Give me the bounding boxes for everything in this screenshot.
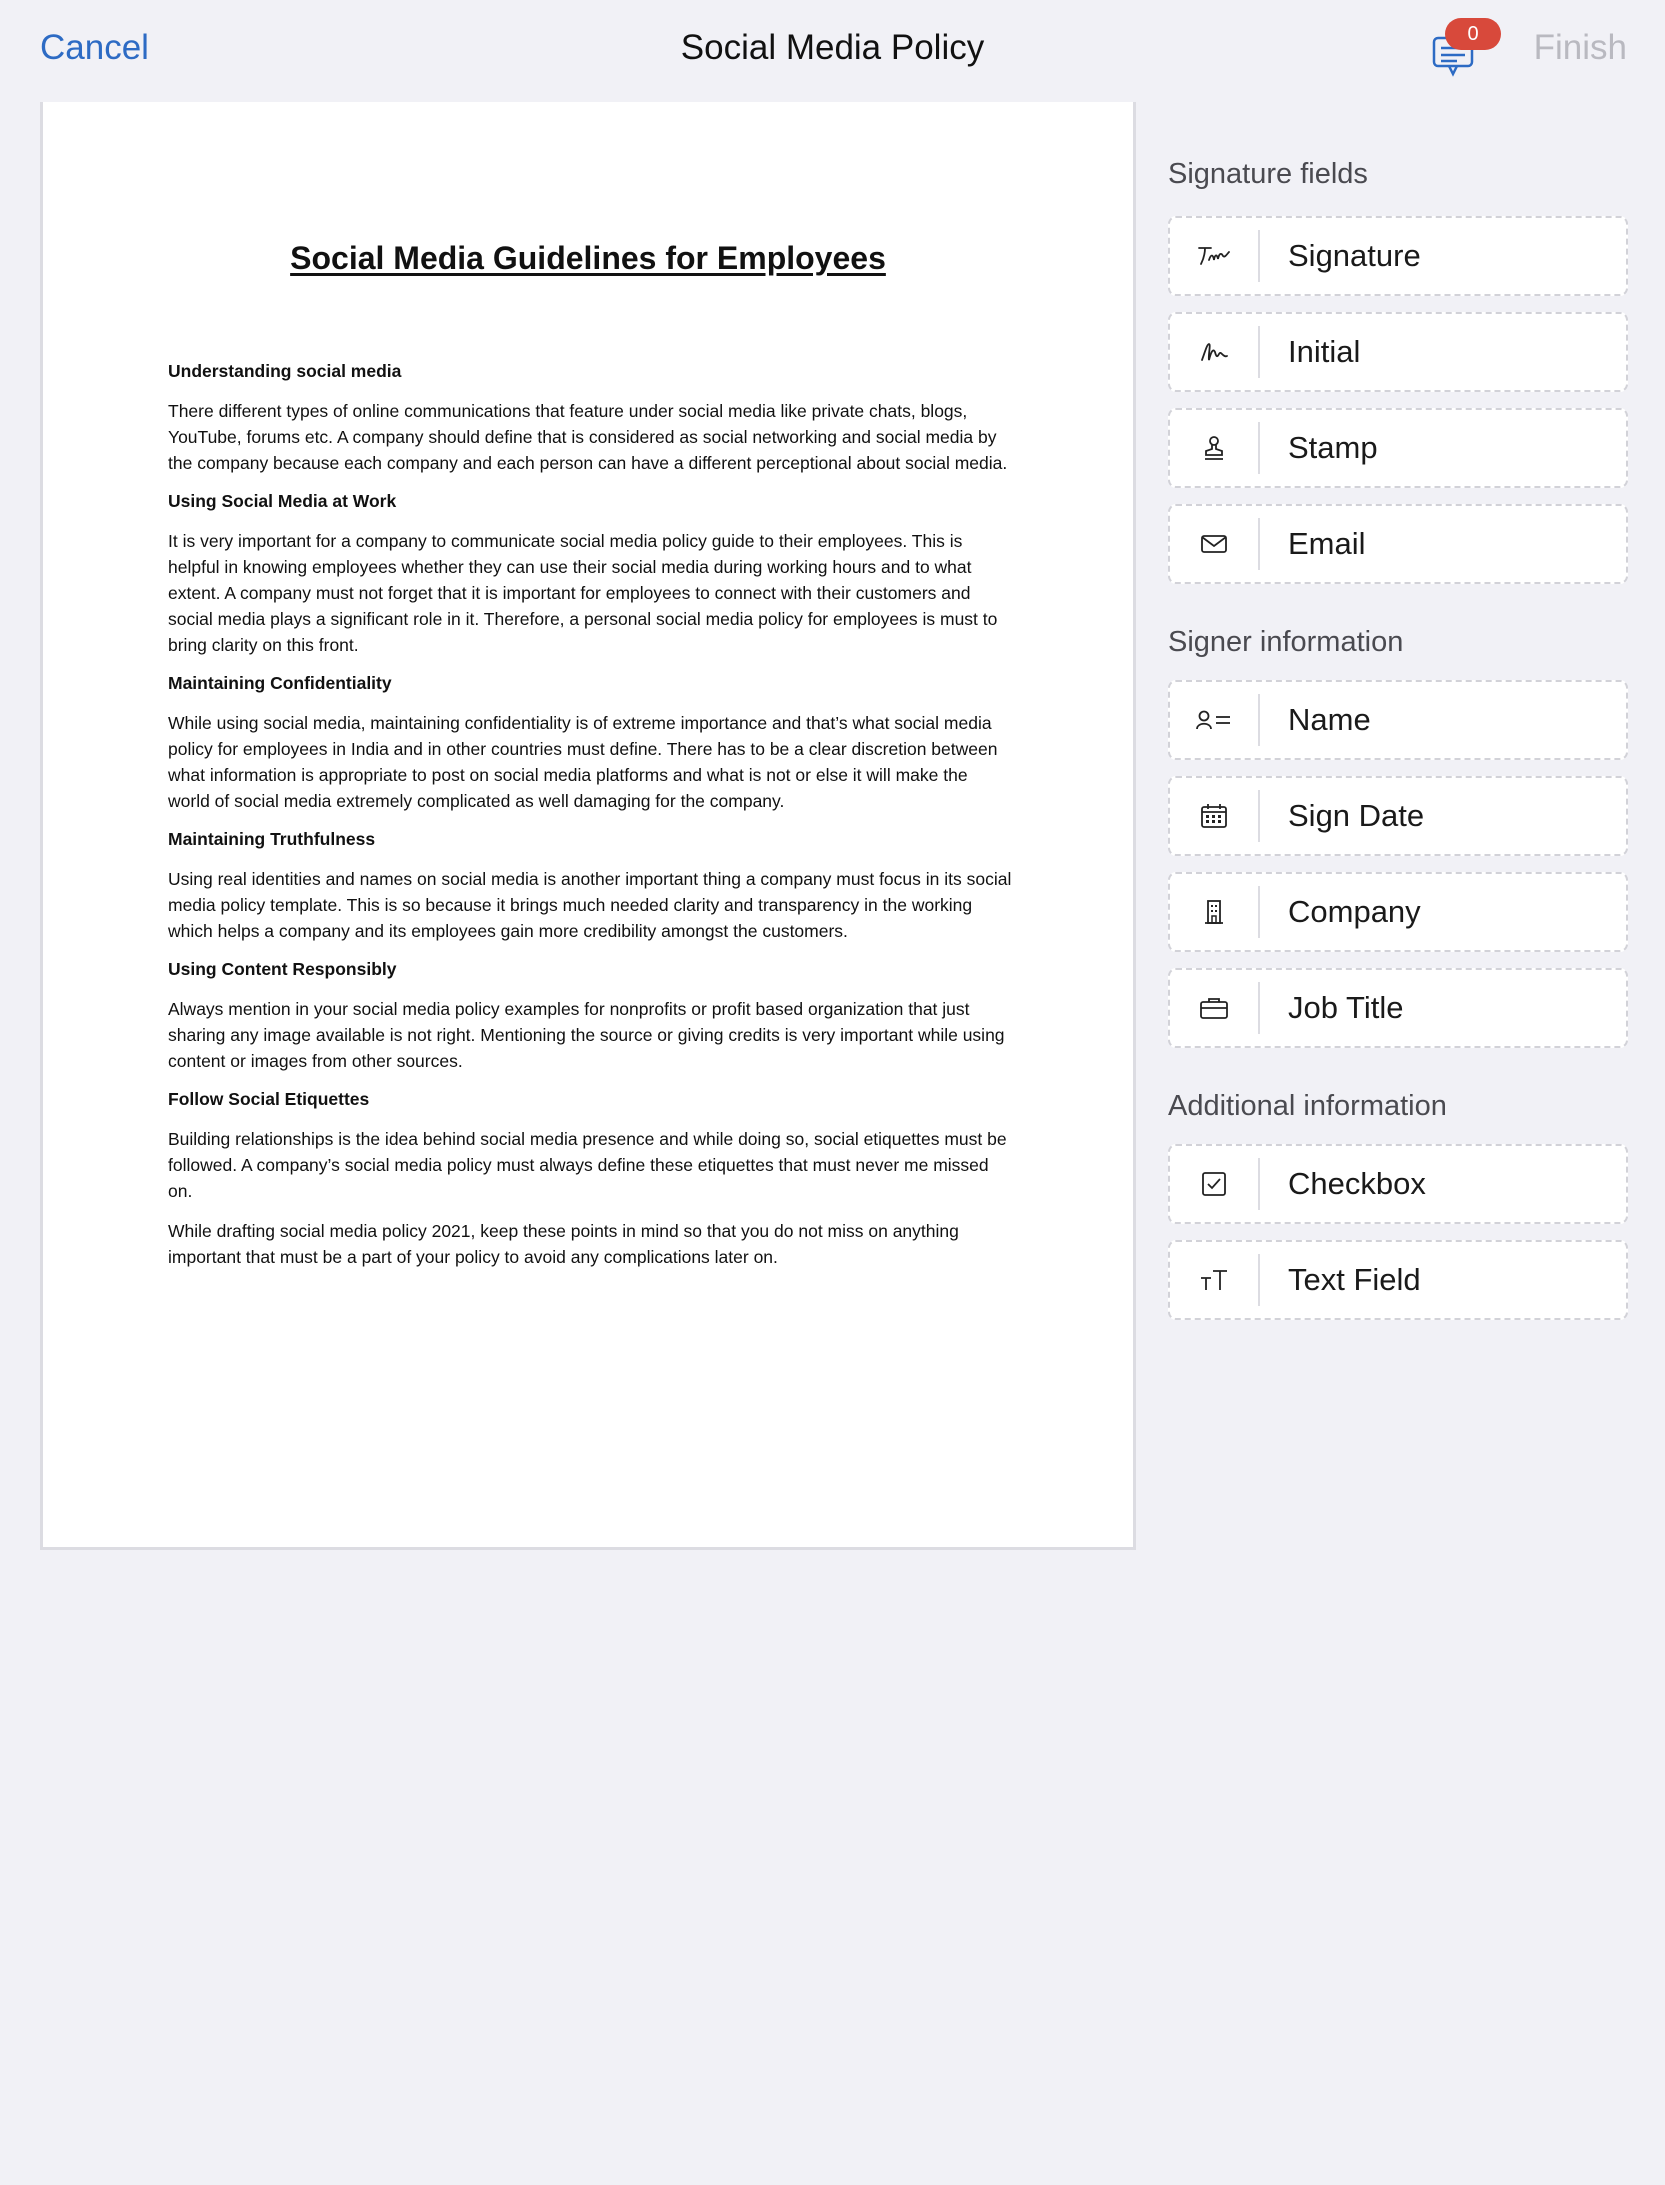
top-bar (0, 0, 1665, 100)
divider (1258, 326, 1260, 378)
checkbox-icon (1201, 1171, 1227, 1197)
divider (1258, 790, 1260, 842)
building-icon (1203, 899, 1225, 925)
signature-field-button[interactable] (1168, 216, 1628, 296)
section-heading: Follow Social Etiquettes (168, 1089, 370, 1109)
comments-button[interactable] (1425, 18, 1495, 80)
page-title: Social Media Policy (680, 28, 985, 67)
section-paragraph: Using real identities and names on social media is another important thing a company must focus in its social media policy template. This is so because it brings much needed clarity and transparency in the working which helps a company and its employees gain more credibility amongst the customers. (168, 869, 1012, 941)
field-label: Text Field (1288, 1262, 1421, 1297)
section-paragraph: While using social media, maintaining confidentiality is of extreme importance and that’s what social media policy for employees in India and in other countries must define. There has to be a clear discretion between what information is appropriate to post on social media platforms and what is not or else it will make the world of social media extremely complicated as well damaging for the company. (168, 713, 998, 811)
section-paragraph: Always mention in your social media policy examples for nonprofits or profit based organization that just sharing any image available is not right. Mentioning the source or giving credits is very important while using content or images from other sources. (168, 999, 1005, 1071)
field-label: Signature (1288, 238, 1421, 273)
email-field-button[interactable] (1168, 504, 1628, 584)
divider (1258, 230, 1260, 282)
section-heading: Using Content Responsibly (168, 959, 397, 979)
person-icon (1196, 709, 1232, 731)
sign-date-field-button[interactable] (1168, 776, 1628, 856)
text-field-icon (1199, 1268, 1229, 1292)
field-label: Checkbox (1288, 1166, 1426, 1201)
divider (1258, 1158, 1260, 1210)
divider (1258, 694, 1260, 746)
section-heading: Understanding social media (168, 361, 402, 381)
divider (1258, 886, 1260, 938)
document-body (168, 360, 1013, 1284)
field-label: Job Title (1288, 990, 1404, 1025)
section-heading: Maintaining Confidentiality (168, 673, 392, 693)
briefcase-icon (1199, 996, 1229, 1020)
comments-count-badge: 0 (1445, 18, 1501, 50)
finish-button[interactable]: Finish (1533, 28, 1627, 67)
document-title: Social Media Guidelines for Employees (290, 240, 886, 276)
divider (1258, 422, 1260, 474)
name-field-button[interactable] (1168, 680, 1628, 760)
field-label: Sign Date (1288, 798, 1425, 833)
document-page[interactable] (40, 102, 1136, 1550)
signature-fields-label: Signature fields (1168, 158, 1368, 190)
field-label: Email (1288, 526, 1366, 561)
field-label: Name (1288, 702, 1371, 737)
field-label: Company (1288, 894, 1421, 929)
company-field-button[interactable] (1168, 872, 1628, 952)
signer-information-label: Signer information (1168, 626, 1404, 658)
divider (1258, 982, 1260, 1034)
calendar-icon (1200, 803, 1228, 829)
section-paragraph: Building relationships is the idea behind social media presence and while doing so, social etiquettes must be followed. A company’s social media policy must always define these etiquettes that must never me missed on. (168, 1129, 1007, 1201)
signature-icon (1197, 244, 1231, 268)
initial-field-button[interactable] (1168, 312, 1628, 392)
section-paragraph: There different types of online communications that feature under social media like private chats, blogs, YouTube, forums etc. A company should define that is considered as social networking and social media by the company because each company and each person can have a different perceptional about social media. (168, 401, 1008, 473)
envelope-icon (1200, 533, 1228, 555)
divider (1258, 518, 1260, 570)
section-heading: Using Social Media at Work (168, 491, 397, 511)
section-heading: Maintaining Truthfulness (168, 829, 376, 849)
checkbox-field-button[interactable] (1168, 1144, 1628, 1224)
section-paragraph: It is very important for a company to communicate social media policy guide to their employees. This is helpful in knowing employees whether they can use their social media during working hours and to what extent. A company must not forget that it is important for employees to connect with their customers and social media plays a significant role in it. Therefore, a personal social media policy for employees is must to bring clarity on this front. (168, 531, 998, 655)
stamp-icon (1202, 435, 1226, 461)
cancel-button[interactable]: Cancel (40, 28, 149, 67)
initial-icon (1199, 340, 1229, 364)
additional-information-label: Additional information (1168, 1090, 1447, 1122)
section-paragraph: While drafting social media policy 2021, keep these points in mind so that you do not miss on anything important that must be a part of your policy to avoid any complications later on. (168, 1221, 959, 1267)
stamp-field-button[interactable] (1168, 408, 1628, 488)
field-label: Stamp (1288, 430, 1378, 465)
job-title-field-button[interactable] (1168, 968, 1628, 1048)
field-label: Initial (1288, 334, 1361, 369)
text-field-button[interactable] (1168, 1240, 1628, 1320)
divider (1258, 1254, 1260, 1306)
